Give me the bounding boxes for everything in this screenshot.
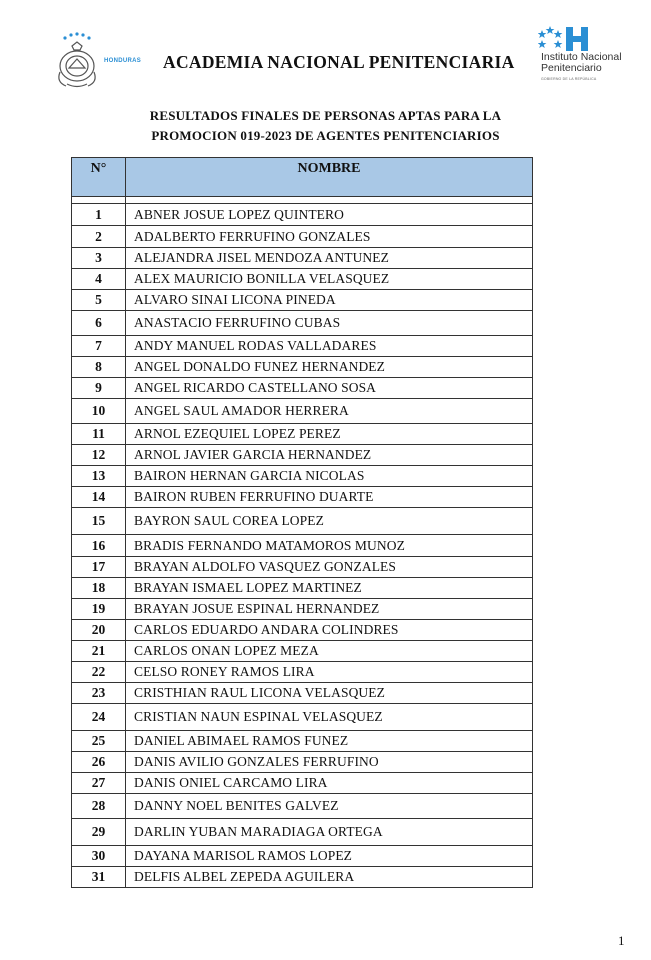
row-number: 6	[72, 311, 126, 336]
institute-name-line2: Penitenciario	[541, 62, 602, 74]
row-name: CARLOS EDUARDO ANDARA COLINDRES	[126, 620, 533, 641]
table-row	[72, 773, 533, 794]
row-name: BAYRON SAUL COREA LOPEZ	[126, 508, 533, 535]
country-label: HONDURAS	[104, 58, 142, 64]
spacer-cell	[126, 197, 533, 204]
row-number: 8	[72, 357, 126, 378]
row-name: BAIRON RUBEN FERRUFINO DUARTE	[126, 487, 533, 508]
table-row	[72, 357, 533, 378]
institute-name-line1: Instituto Nacional	[541, 51, 622, 63]
row-number: 14	[72, 487, 126, 508]
row-name: BRAYAN JOSUE ESPINAL HERNANDEZ	[126, 599, 533, 620]
table-row	[72, 578, 533, 599]
table-body	[72, 197, 533, 888]
row-name: BRAYAN ALDOLFO VASQUEZ GONZALES	[126, 557, 533, 578]
page-header	[0, 22, 651, 92]
row-number: 19	[72, 599, 126, 620]
table-row	[72, 819, 533, 846]
row-name: BRAYAN ISMAEL LOPEZ MARTINEZ	[126, 578, 533, 599]
row-number: 22	[72, 662, 126, 683]
row-number: 29	[72, 819, 126, 846]
row-number: 18	[72, 578, 126, 599]
table-row	[72, 399, 533, 424]
table-row	[72, 226, 533, 248]
row-number: 24	[72, 704, 126, 731]
table-row	[72, 752, 533, 773]
table-row	[72, 557, 533, 578]
table-row	[72, 204, 533, 226]
table-row	[72, 445, 533, 466]
row-number: 23	[72, 683, 126, 704]
table-row	[72, 466, 533, 487]
row-name: ANDY MANUEL RODAS VALLADARES	[126, 336, 533, 357]
honduras-coat-of-arms-icon	[52, 32, 102, 90]
row-name: ANGEL SAUL AMADOR HERRERA	[126, 399, 533, 424]
table-row	[72, 620, 533, 641]
table-row	[72, 731, 533, 752]
row-number: 12	[72, 445, 126, 466]
row-number: 31	[72, 867, 126, 888]
row-number: 26	[72, 752, 126, 773]
row-number: 25	[72, 731, 126, 752]
table-row	[72, 487, 533, 508]
row-number: 27	[72, 773, 126, 794]
row-name: CARLOS ONAN LOPEZ MEZA	[126, 641, 533, 662]
row-name: ANASTACIO FERRUFINO CUBAS	[126, 311, 533, 336]
row-number: 5	[72, 290, 126, 311]
row-number: 10	[72, 399, 126, 424]
row-number: 2	[72, 226, 126, 248]
row-name: CRISTIAN NAUN ESPINAL VELASQUEZ	[126, 704, 533, 731]
row-name: DANIS AVILIO GONZALES FERRUFINO	[126, 752, 533, 773]
table-row	[72, 378, 533, 399]
table-row	[72, 424, 533, 445]
academy-title: ACADEMIA NACIONAL PENITENCIARIA	[163, 52, 515, 72]
institute-subtitle: GOBIERNO DE LA REPÚBLICA	[541, 77, 597, 81]
page-number: 1	[618, 933, 625, 948]
row-number: 30	[72, 846, 126, 867]
row-name: DANIEL ABIMAEL RAMOS FUNEZ	[126, 731, 533, 752]
table-row	[72, 336, 533, 357]
row-name: BRADIS FERNANDO MATAMOROS MUNOZ	[126, 535, 533, 557]
column-header-number: N°	[72, 158, 126, 197]
row-name: ADALBERTO FERRUFINO GONZALES	[126, 226, 533, 248]
row-name: DANNY NOEL BENITES GALVEZ	[126, 794, 533, 819]
table-row	[72, 683, 533, 704]
row-number: 1	[72, 204, 126, 226]
row-number: 17	[72, 557, 126, 578]
table-row	[72, 535, 533, 557]
row-name: ALVARO SINAI LICONA PINEDA	[126, 290, 533, 311]
row-number: 11	[72, 424, 126, 445]
spacer-cell	[72, 197, 126, 204]
row-number: 7	[72, 336, 126, 357]
row-name: ARNOL JAVIER GARCIA HERNANDEZ	[126, 445, 533, 466]
table-row	[72, 641, 533, 662]
document-title	[0, 106, 651, 146]
row-name: DAYANA MARISOL RAMOS LOPEZ	[126, 846, 533, 867]
row-number: 13	[72, 466, 126, 487]
table-header-row	[72, 158, 533, 197]
table-row	[72, 269, 533, 290]
row-name: CELSO RONEY RAMOS LIRA	[126, 662, 533, 683]
table-row	[72, 846, 533, 867]
row-name: DELFIS ALBEL ZEPEDA AGUILERA	[126, 867, 533, 888]
row-number: 16	[72, 535, 126, 557]
institute-name	[541, 52, 622, 74]
table-row	[72, 704, 533, 731]
table-row	[72, 867, 533, 888]
row-name: DANIS ONIEL CARCAMO LIRA	[126, 773, 533, 794]
results-table	[71, 157, 533, 888]
row-number: 28	[72, 794, 126, 819]
document-title-line1: RESULTADOS FINALES DE PERSONAS APTAS PARA LA	[149, 108, 502, 123]
table-row	[72, 248, 533, 269]
row-name: CRISTHIAN RAUL LICONA VELASQUEZ	[126, 683, 533, 704]
table-row	[72, 662, 533, 683]
row-name: ANGEL DONALDO FUNEZ HERNANDEZ	[126, 357, 533, 378]
table-row	[72, 290, 533, 311]
table-row	[72, 599, 533, 620]
row-number: 9	[72, 378, 126, 399]
row-name: ALEX MAURICIO BONILLA VELASQUEZ	[126, 269, 533, 290]
row-number: 3	[72, 248, 126, 269]
document-title-line2: PROMOCION 019-2023 DE AGENTES PENITENCIARIOS	[151, 128, 500, 143]
column-header-name: NOMBRE	[126, 158, 533, 197]
row-name: ALEJANDRA JISEL MENDOZA ANTUNEZ	[126, 248, 533, 269]
row-number: 15	[72, 508, 126, 535]
row-name: ARNOL EZEQUIEL LOPEZ PEREZ	[126, 424, 533, 445]
table-spacer-row	[72, 197, 533, 204]
table-row	[72, 794, 533, 819]
row-name: ABNER JOSUE LOPEZ QUINTERO	[126, 204, 533, 226]
row-name: ANGEL RICARDO CASTELLANO SOSA	[126, 378, 533, 399]
table-row	[72, 508, 533, 535]
row-number: 20	[72, 620, 126, 641]
row-name: BAIRON HERNAN GARCIA NICOLAS	[126, 466, 533, 487]
row-name: DARLIN YUBAN MARADIAGA ORTEGA	[126, 819, 533, 846]
row-number: 21	[72, 641, 126, 662]
row-number: 4	[72, 269, 126, 290]
table-row	[72, 311, 533, 336]
